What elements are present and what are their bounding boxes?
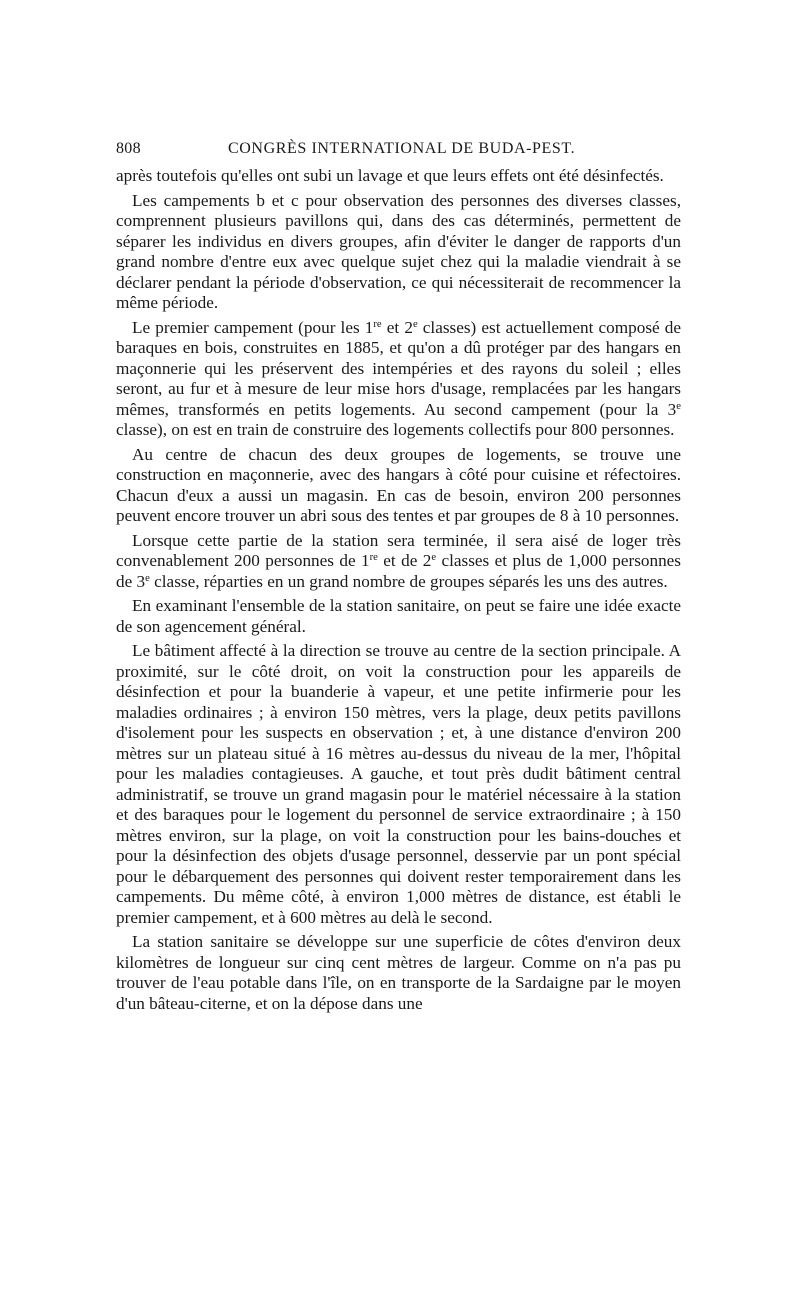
paragraph-batiment-direction: Le bâtiment affecté à la direction se trouve au centre de la section principale. A proximité, sur le côté droit, on voit la construction pour les appareils de désinfection et pour la buanderie à vapeur, et une petite infirmerie pour les maladies ordinaires ; à environ 150 mètres, vers la plage, deux petits pavillons d'isolement pour les suspects en observation ; et, à une distance d'environ 200 mètres sur un plateau situé à 16 mètres au-dessus du niveau de la mer, l'hôpital pour les maladies contagieuses. A gauche, et tout près dudit bâtiment central administratif, se trouve un grand magasin pour le matériel nécessaire à la station et des baraques pour le logement du personnel de service extraordinaire ; à 150 mètres environ, sur la plage, on voit la construction pour les bains-douches et pour la désinfection des objets d'usage personnel, desservie par un pont spécial pour le débarquement des personnes qui doivent rester temporairement dans les campements. Du même côté, à environ 1,000 mètres de distance, est établi le premier campement, et à 600 mètres au delà le second. [116, 641, 681, 927]
paragraph-premier-campement-part-4: classe), on est en train de construire des logements collectifs pour 800 personnes. [116, 420, 675, 439]
running-head [116, 140, 681, 166]
paragraph-superficie: La station sanitaire se développe sur une superficie de côtes d'environ deux kilomètres de longueur sur cinq cent mètres de largeur. Comme on n'a pas pu trouver de l'eau potable dans l'île, on en transporte de la Sardaigne par le moyen d'un bâteau-citerne, et on la dépose dans une [116, 932, 681, 1013]
page-number: 808 [116, 140, 141, 157]
superscript-e: e [431, 552, 437, 564]
paragraph-campements-b-c: Les campements b et c pour observation des personnes des diverses classes, comprennent plusieurs pavillons qui, dans des cas déterminés, permettent de séparer les individus en divers groupes, afin d'éviter le danger de rapports d'un grand nombre d'entre eux avec quelque sujet chez qui la maladie viendrait à se déclarer pendant la période d'observation, ce qui nécessiterait de recommencer la même période. [116, 190, 681, 312]
running-title: CONGRÈS INTERNATIONAL DE BUDA-PEST. [228, 140, 576, 157]
paragraph-station-terminee-part-1: Lorsque cette partie de la station sera terminée, il sera aisé de loger très convenablement 200 personnes de 1 [116, 530, 681, 570]
superscript-re: re [373, 318, 382, 330]
superscript-e: e [676, 400, 681, 412]
paragraph-premier-campement [116, 318, 681, 441]
paragraph-ensemble-station: En examinant l'ensemble de la station sanitaire, on peut se faire une idée exacte de son agencement général. [116, 596, 681, 636]
paragraph-premier-campement-part-3: classes) est actuellement composé de baraques en bois, construites en 1885, et qu'on a dû protéger par des hangars en maçonnerie qui les préservent des intempéries et des rayons du soleil ; elles seront, au fur et à mesure de leur mise hors d'usage, remplacées par les hangars mêmes, transformés en petits logements. Au second campement (pour la 3 [116, 317, 682, 419]
superscript-re: re [369, 552, 378, 564]
superscript-e: e [145, 572, 150, 584]
paragraph-station-terminee-part-2: et de 2 [377, 551, 432, 570]
paragraph-station-terminee-part-4: classe, réparties en un grand nombre de groupes séparés les uns des autres. [149, 571, 668, 591]
page [116, 140, 681, 1018]
paragraph-continuation: après toutefois qu'elles ont subi un lavage et que leurs effets ont été désinfectés. [116, 166, 664, 185]
paragraph-premier-campement-part-2: et 2 [381, 317, 413, 337]
superscript-e: e [412, 318, 418, 330]
paragraph-centre-groupes: Au centre de chacun des deux groupes de logements, se trouve une construction en maçonnerie, avec des hangars à côté pour cuisine et réfectoires. Chacun d'eux a aussi un magasin. En cas de besoin, environ 200 personnes peuvent encore trouver un abri sous des tentes et par groupes de 8 à 10 personnes. [116, 444, 681, 525]
paragraph-premier-campement-part-1: Le premier campement (pour les 1 [132, 317, 374, 337]
body-text [116, 166, 681, 1014]
paragraph-station-terminee [116, 531, 681, 593]
paragraph-station-terminee-part-3: classes et plus de 1,000 personnes de 3 [116, 551, 681, 591]
